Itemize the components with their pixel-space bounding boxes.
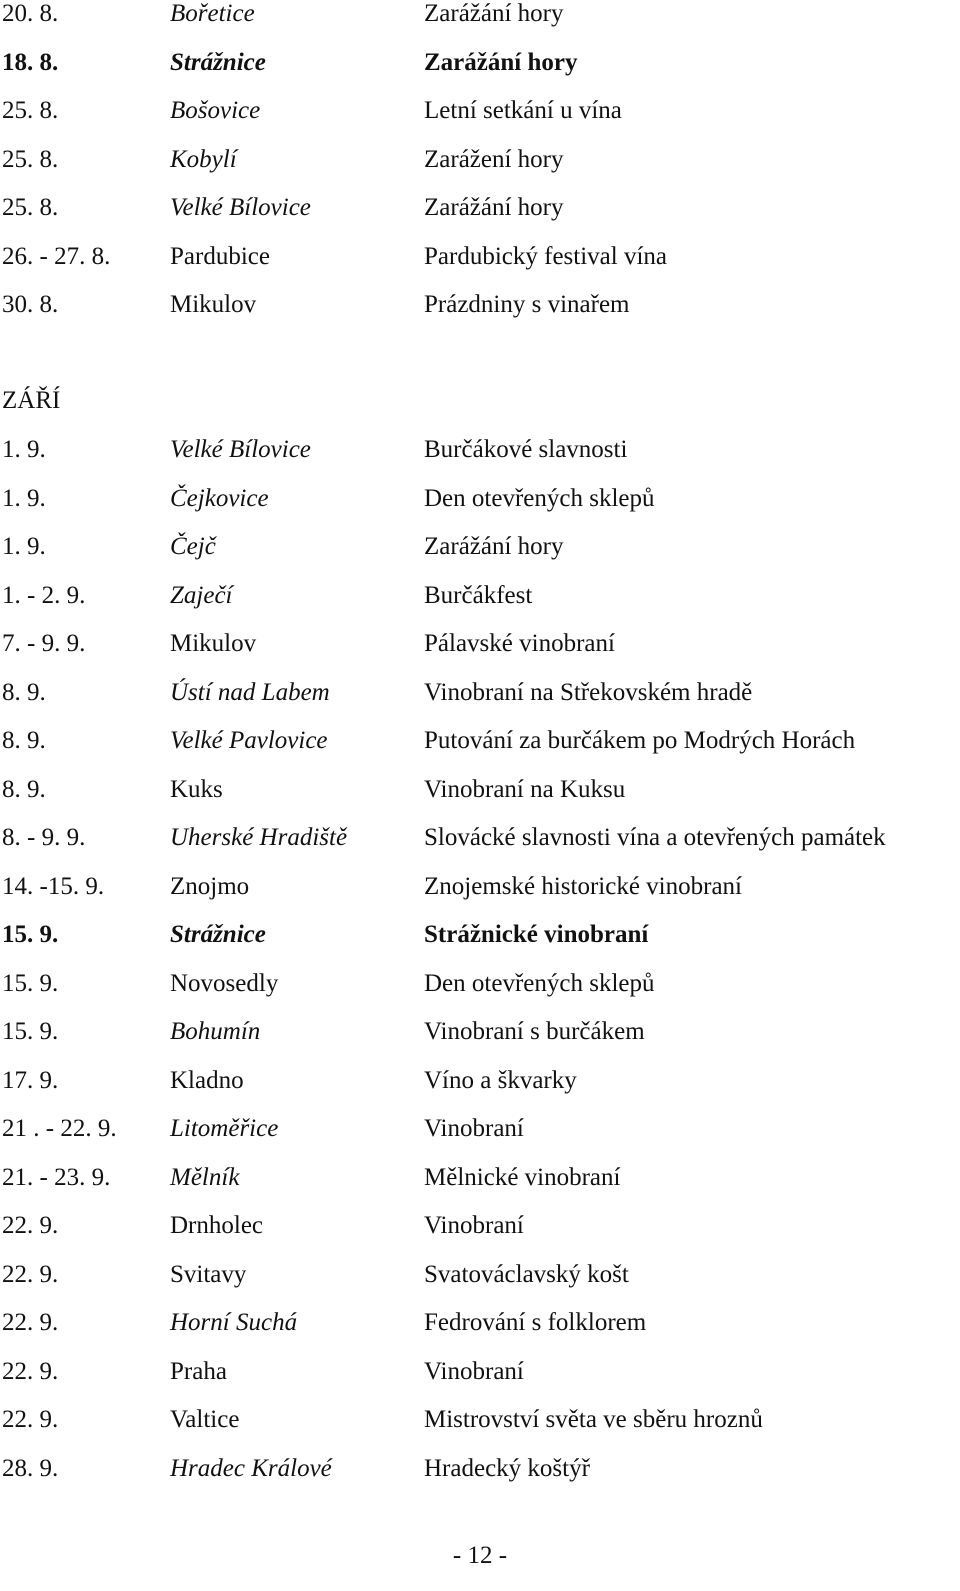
event-name: Vinobraní	[424, 1115, 524, 1142]
event-date: 30. 8.	[2, 291, 59, 318]
event-date: 21 . - 22. 9.	[2, 1115, 117, 1142]
event-date: 15. 9.	[2, 969, 59, 997]
event-name: Den otevřených sklepů	[424, 969, 655, 997]
event-place: Kobylí	[170, 145, 237, 173]
event-row	[0, 0, 960, 40]
event-name: Vinobraní s burčákem	[424, 1018, 645, 1045]
event-date: 7. - 9. 9.	[2, 630, 86, 657]
event-date: 1. 9.	[2, 436, 46, 463]
event-name: Víno a škvarky	[424, 1066, 577, 1094]
event-place: Kuks	[170, 775, 223, 803]
event-place: Kladno	[170, 1066, 244, 1094]
event-name: Slovácké slavnosti vína a otevřených památek	[424, 824, 886, 851]
event-row	[0, 146, 960, 186]
event-date: 22. 9.	[2, 1212, 59, 1239]
event-name: Mistrovství světa ve sběru hroznů	[424, 1406, 763, 1433]
event-place: Bošovice	[170, 97, 261, 124]
event-place: Znojmo	[170, 872, 250, 900]
event-name: Hradecký koštýř	[424, 1454, 590, 1482]
event-row	[0, 291, 960, 331]
event-name: Fedrování s folklorem	[424, 1309, 647, 1336]
event-name: Pardubický festival vína	[424, 242, 667, 270]
event-date: 15. 9.	[2, 1018, 59, 1045]
event-name: Zarážání hory	[424, 533, 564, 560]
event-place: Strážnice	[170, 921, 266, 948]
event-place: Ústí nad Labem	[170, 678, 330, 706]
event-place: Svitavy	[170, 1260, 247, 1288]
event-place: Mělník	[170, 1163, 240, 1191]
page-number: - 12 -	[452, 1542, 508, 1569]
event-place: Mikulov	[170, 291, 257, 318]
event-place: Horní Suchá	[170, 1309, 298, 1336]
event-name: Zarážení hory	[424, 145, 564, 173]
event-row	[0, 1455, 960, 1495]
event-place: Uherské Hradiště	[170, 824, 348, 851]
event-name: Vinobraní	[424, 1212, 524, 1239]
event-date: 21. - 23. 9.	[2, 1163, 111, 1191]
event-name: Vinobraní	[424, 1357, 524, 1385]
event-place: Valtice	[170, 1406, 240, 1433]
event-row	[0, 1164, 960, 1204]
section-heading-september: ZÁŘÍ	[2, 387, 61, 414]
event-date: 17. 9.	[2, 1066, 59, 1094]
event-date: 22. 9.	[2, 1357, 59, 1385]
event-row	[0, 1309, 960, 1349]
event-row	[0, 533, 960, 573]
event-date: 8. 9.	[2, 775, 46, 803]
event-date: 15. 9.	[2, 921, 59, 948]
event-name: Den otevřených sklepů	[424, 484, 655, 512]
event-row	[0, 1115, 960, 1155]
event-row	[0, 873, 960, 913]
event-date: 18. 8.	[2, 48, 59, 76]
event-name: Strážnické vinobraní	[424, 921, 649, 948]
event-row	[0, 582, 960, 622]
event-place: Novosedly	[170, 969, 279, 997]
event-date: 28. 9.	[2, 1454, 59, 1482]
event-row	[0, 679, 960, 719]
event-place: Čejč	[170, 533, 216, 560]
event-place: Velké Bílovice	[170, 194, 311, 221]
event-row	[0, 1261, 960, 1301]
event-name: Zarážání hory	[424, 194, 564, 221]
event-name: Burčákové slavnosti	[424, 436, 628, 463]
event-place: Velké Bílovice	[170, 436, 311, 463]
event-name: Vinobraní na Střekovském hradě	[424, 678, 753, 706]
event-name: Znojemské historické vinobraní	[424, 872, 742, 900]
event-place: Praha	[170, 1357, 227, 1385]
event-row	[0, 243, 960, 283]
event-name: Putování za burčákem po Modrých Horách	[424, 727, 856, 754]
event-name: Mělnické vinobraní	[424, 1163, 621, 1191]
event-place: Mikulov	[170, 630, 257, 657]
event-name: Zarážání hory	[424, 0, 564, 27]
event-row	[0, 776, 960, 816]
event-name: Zarážání hory	[424, 48, 578, 76]
event-name: Letní setkání u vína	[424, 97, 622, 124]
event-date: 1. 9.	[2, 533, 46, 560]
event-date: 8. - 9. 9.	[2, 824, 86, 851]
event-place: Čejkovice	[170, 484, 269, 512]
event-name: Pálavské vinobraní	[424, 630, 615, 657]
event-name: Burčákfest	[424, 581, 533, 609]
event-date: 26. - 27. 8.	[2, 242, 111, 270]
event-row	[0, 1212, 960, 1252]
event-place: Drnholec	[170, 1212, 264, 1239]
event-date: 1. 9.	[2, 484, 46, 512]
event-date: 8. 9.	[2, 727, 46, 754]
event-date: 25. 8.	[2, 97, 59, 124]
event-place: Hradec Králové	[170, 1454, 332, 1482]
event-date: 14. -15. 9.	[2, 872, 105, 900]
event-date: 20. 8.	[2, 0, 59, 27]
event-row	[0, 485, 960, 525]
event-row	[0, 97, 960, 137]
event-row	[0, 1406, 960, 1446]
event-place: Litoměřice	[170, 1115, 279, 1142]
event-row	[0, 970, 960, 1010]
event-row	[0, 921, 960, 961]
event-place: Velké Pavlovice	[170, 727, 328, 754]
event-row	[0, 1018, 960, 1058]
event-name: Vinobraní na Kuksu	[424, 775, 626, 803]
event-row	[0, 824, 960, 864]
event-date: 22. 9.	[2, 1260, 59, 1288]
event-place: Bořetice	[170, 0, 255, 27]
event-date: 1. - 2. 9.	[2, 581, 86, 609]
event-row	[0, 630, 960, 670]
event-date: 22. 9.	[2, 1309, 59, 1336]
event-place: Bohumín	[170, 1018, 261, 1045]
event-row	[0, 1067, 960, 1107]
event-row	[0, 194, 960, 234]
event-date: 8. 9.	[2, 678, 46, 706]
event-name: Prázdniny s vinařem	[424, 291, 630, 318]
event-place: Pardubice	[170, 242, 270, 270]
event-row	[0, 727, 960, 767]
event-row	[0, 436, 960, 476]
event-place: Strážnice	[170, 48, 266, 76]
event-date: 25. 8.	[2, 194, 59, 221]
event-name: Svatováclavský košt	[424, 1260, 629, 1288]
event-date: 22. 9.	[2, 1406, 59, 1433]
event-row	[0, 49, 960, 89]
event-date: 25. 8.	[2, 145, 59, 173]
event-row	[0, 1358, 960, 1398]
event-place: Zaječí	[170, 581, 233, 609]
